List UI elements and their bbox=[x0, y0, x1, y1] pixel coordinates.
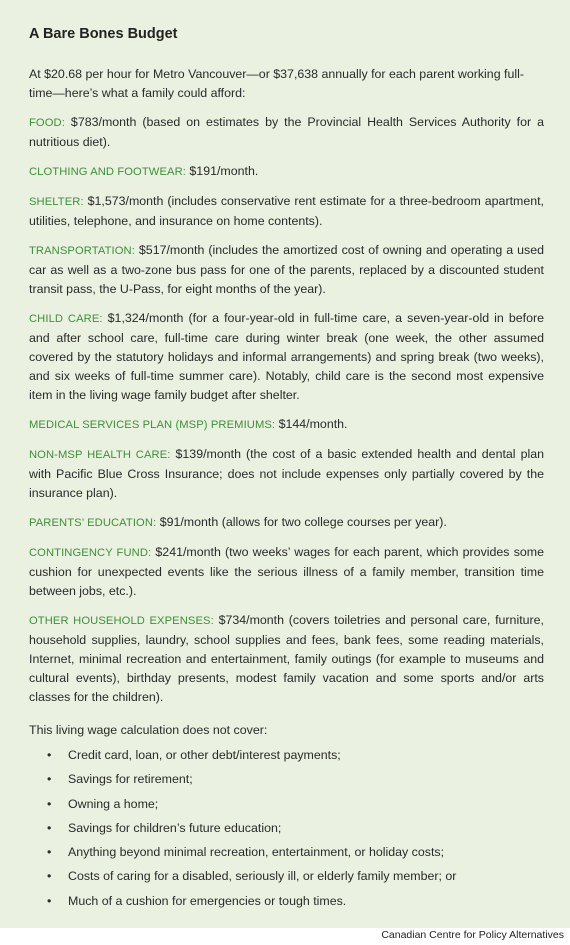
bullet-icon: • bbox=[47, 772, 52, 787]
item-text: $783/month (based on estimates by the Provincial Health Services Authority for a nutritious diet). bbox=[29, 115, 544, 149]
item-label: OTHER HOUSEHOLD EXPENSES: bbox=[29, 615, 214, 627]
list-item-text: Savings for children’s future education; bbox=[68, 820, 282, 835]
intro-paragraph: At $20.68 per hour for Metro Vancouver—or $37,638 annually for each parent working full-time—here’s what a family could afford: bbox=[29, 67, 524, 100]
budget-item-non-msp-health bbox=[29, 445, 544, 503]
budget-item-other-household bbox=[29, 611, 544, 707]
item-label: TRANSPORTATION: bbox=[29, 245, 135, 257]
bullet-icon: • bbox=[47, 893, 52, 908]
list-item bbox=[47, 819, 544, 837]
item-text: $241/month (two weeks’ wages for each parent, which provides some cushion for unexpected events like the serious illness of a family member, transition time between jobs, etc.). bbox=[29, 545, 544, 598]
list-item-text: Much of a cushion for emergencies or tough times. bbox=[68, 893, 347, 908]
item-label: FOOD: bbox=[29, 117, 65, 129]
item-text: $517/month (includes the amortized cost of owning and operating a used car as well as a two-zone bus pass for one of the parents, replaced by a discounted student transit pass, the U-Pass, for eight months of the year). bbox=[29, 243, 544, 296]
source-caption: Canadian Centre for Policy Alternatives bbox=[381, 929, 564, 941]
item-text: $1,573/month (includes conservative rent estimate for a three-bedroom apartment, utilities, telephone, and insurance on home contents). bbox=[29, 194, 544, 228]
list-item-text: Savings for retirement; bbox=[68, 772, 193, 787]
page-title: A Bare Bones Budget bbox=[29, 26, 178, 42]
bullet-icon: • bbox=[47, 845, 52, 860]
item-label: MEDICAL SERVICES PLAN (MSP) PREMIUMS: bbox=[29, 419, 276, 431]
budget-item-clothing bbox=[29, 162, 544, 182]
item-label: SHELTER: bbox=[29, 196, 84, 208]
list-item bbox=[47, 892, 544, 910]
item-text: $191/month. bbox=[185, 164, 259, 178]
list-item bbox=[47, 843, 544, 861]
item-text: $144/month. bbox=[275, 417, 348, 431]
list-item-text: Costs of caring for a disabled, seriously ill, or elderly family member; or bbox=[68, 869, 457, 884]
list-item-text: Credit card, loan, or other debt/interest payments; bbox=[68, 748, 341, 762]
list-item bbox=[47, 795, 544, 813]
bullet-icon: • bbox=[47, 869, 52, 884]
item-text: $91/month (allows for two college courses per year). bbox=[156, 515, 447, 529]
bullet-icon: • bbox=[47, 748, 52, 762]
item-label: NON-MSP HEALTH CARE: bbox=[29, 449, 171, 461]
item-label: PARENTS’ EDUCATION: bbox=[29, 517, 157, 529]
item-text: $1,324/month (for a four-year-old in full-time care, a seven-year-old in before and after school care, full-time care during winter break (one week, the other assumed covered by the statutory holidays and informal arrangements) and spring break (two weeks), and six weeks of full-time summer care). Notably, child care is the second most expensive item in the living wage family budget after shelter. bbox=[29, 311, 544, 402]
budget-item-shelter bbox=[29, 192, 544, 231]
bullet-icon: • bbox=[47, 820, 52, 835]
not-covered-heading: This living wage calculation does not cover: bbox=[29, 723, 268, 737]
list-item bbox=[47, 770, 544, 788]
list-item-text: Anything beyond minimal recreation, entertainment, or holiday costs; bbox=[68, 845, 445, 860]
budget-item-msp bbox=[29, 415, 544, 435]
budget-item-contingency bbox=[29, 543, 544, 601]
budget-item-parents-education bbox=[29, 513, 544, 533]
budget-item-child-care bbox=[29, 309, 544, 405]
bullet-icon: • bbox=[47, 796, 52, 811]
budget-item-transportation bbox=[29, 241, 544, 299]
item-label: CHILD CARE: bbox=[29, 313, 103, 325]
not-covered-list bbox=[29, 746, 544, 910]
item-label: CLOTHING AND FOOTWEAR: bbox=[29, 166, 186, 178]
budget-item-food bbox=[29, 113, 544, 152]
item-text: $139/month (the cost of a basic extended health and dental plan with Pacific Blue Cross Insurance; does not include expenses only partially covered by the insurance plan). bbox=[29, 447, 544, 500]
item-text: $734/month (covers toiletries and personal care, furniture, household supplies, laundry, school supplies and fees, bank fees, some reading materials, Internet, minimal recreation and entertainment, family outings (for example to museums and cultural events), birthday presents, modest family vacation and some sports and/or arts classes for the children). bbox=[29, 613, 544, 704]
item-label: CONTINGENCY FUND: bbox=[29, 547, 152, 559]
list-item bbox=[47, 746, 544, 764]
list-item bbox=[47, 867, 544, 885]
list-item-text: Owning a home; bbox=[68, 796, 159, 811]
